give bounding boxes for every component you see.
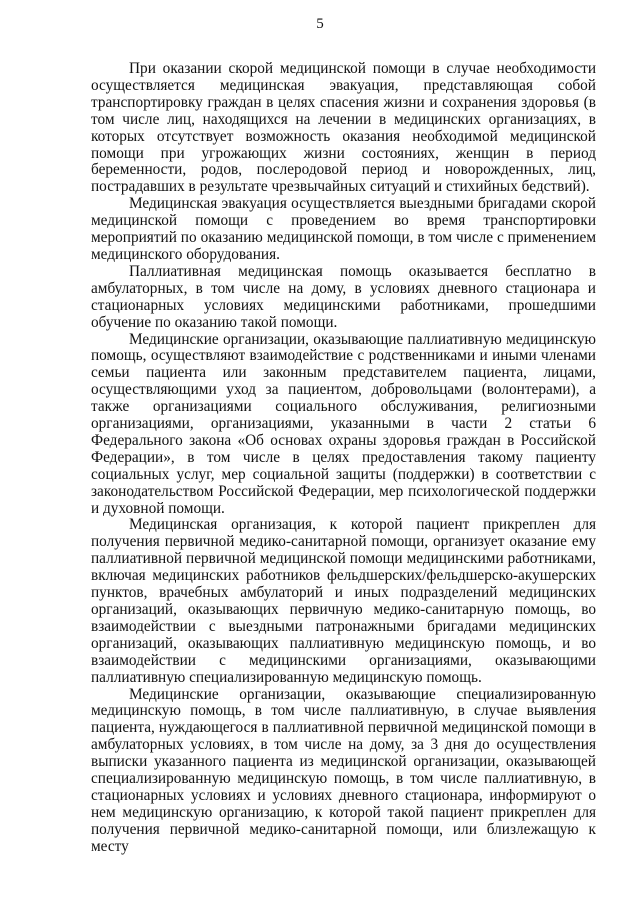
paragraph-evacuation-teams: Медицинская эвакуация осуществляется выездными бригадами скорой медицинской помощи с проведением во время транспортировки мероприятий по оказанию медицинской помощи, в том числе с применением медицинского оборудования. (91, 195, 596, 263)
paragraph-discharge-notification: Медицинские организации, оказывающие специализированную медицинскую помощь, в том числе паллиативную, в случае выявления пациента, нуждающегося в паллиативной первичной медицинской помощи в амбулаторных условиях, в том числе на дому, за 3 дня до осуществления выписки указанного пациента из медицинской организации, оказывающей специализированную медицинскую помощь, в том числе паллиативную, в стационарных условиях и условиях дневного стационара, информируют о нем медицинскую организацию, к которой такой пациент прикреплен для получения первичной медико-санитарной помощи, или близлежащую к месту (91, 685, 596, 855)
paragraph-primary-palliative-care: Медицинская организация, к которой пациент прикреплен для получения первичной медико-санитарной помощи, организует оказание ему паллиативной первичной медицинской помощи медицинскими работниками, включая медицинских работников фельдшерских/фельдшерско-акушерских пунктов, врачебных амбулаторий и иных подразделений медицинских организаций, оказывающих первичную медико-санитарную помощь, во взаимодействии с выездными патронажными бригадами медицинских организаций, оказывающих паллиативную медицинскую помощь, и во взаимодействии с медицинскими организациями, оказывающими паллиативную специализированную медицинскую помощь. (91, 516, 596, 686)
page-number: 5 (316, 16, 324, 32)
document-body (91, 61, 596, 856)
paragraph-palliative-interaction: Медицинские организации, оказывающие паллиативную медицинскую помощь, осуществляют взаимодействие с родственниками и иными членами семьи пациента или законным представителем пациента, лицами, осуществляющими уход за пациентом, добровольцами (волонтерами), а также организациями социального обслуживания, религиозными организациями, организациями, указанными в части 2 статьи 6 Федерального закона «Об основах охраны здоровья граждан в Российской Федерации», в том числе в целях предоставления такому пациенту социальных услуг, мер социальной защиты (поддержки) в соответствии с законодательством Российской Федерации, мер психологической поддержки и духовной помощи. (91, 330, 596, 517)
paragraph-emergency-evacuation: При оказании скорой медицинской помощи в случае необходимости осуществляется медицинская эвакуация, представляющая собой транспортировку граждан в целях спасения жизни и сохранения здоровья (в том числе лиц, находящихся на лечении в медицинских организациях, в которых отсутствует возможность оказания необходимой медицинской помощи при угрожающих жизни состояниях, женщин в период беременности, родов, послеродовой период и новорожденных, лиц, пострадавших в результате чрезвычайных ситуаций и стихийных бедствий). (91, 60, 596, 196)
paragraph-palliative-care-free: Паллиативная медицинская помощь оказывается бесплатно в амбулаторных, в том числе на дому, в условиях дневного стационара и стационарных условиях медицинскими работниками, прошедшими обучение по оказанию такой помощи. (91, 262, 596, 331)
